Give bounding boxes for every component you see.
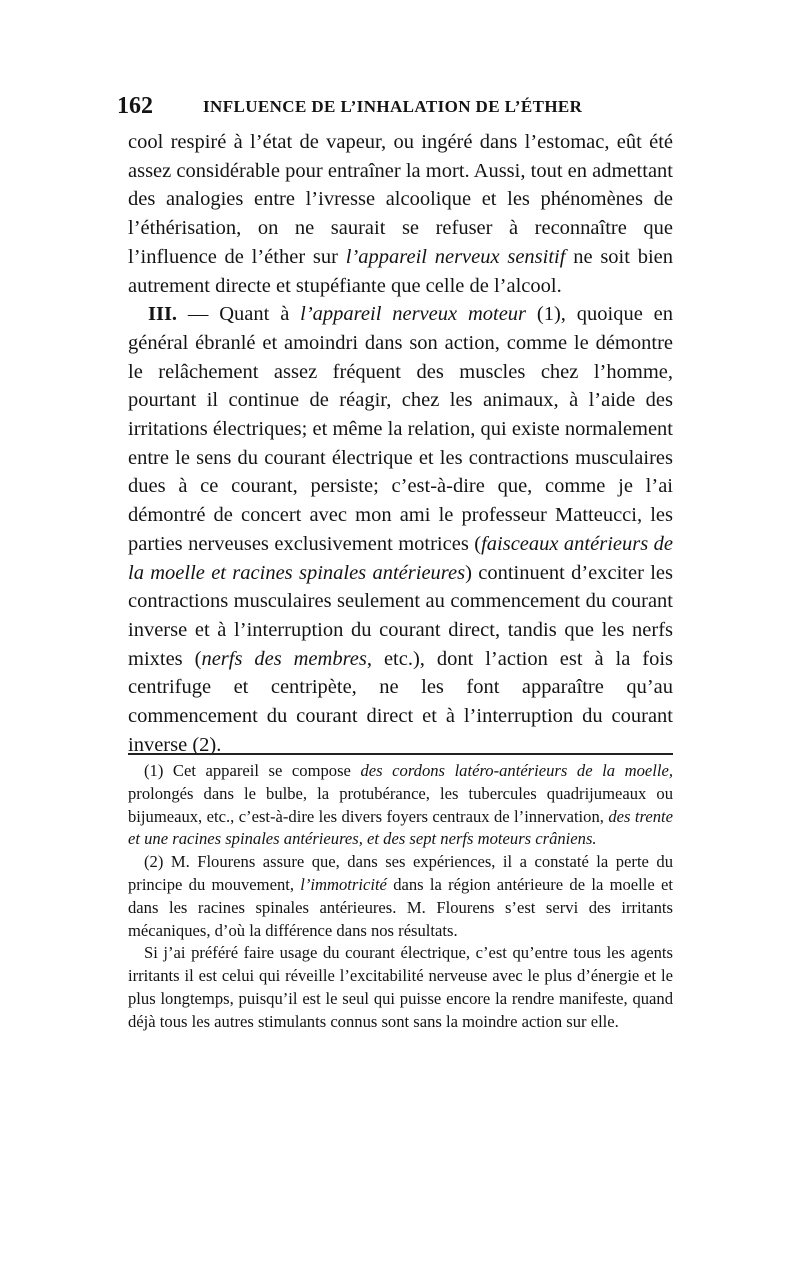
paragraph-continued <box>128 128 673 300</box>
italic-run: l’immotricité <box>300 874 387 894</box>
text-run: (1) Cet appareil se compose <box>144 761 361 780</box>
footnote-2 <box>128 851 673 942</box>
footnote-2-continued: Si j’ai préféré faire usage du courant électrique, c’est qu’entre tous les agents irritants il est celui qui réveille l’excitabilité nerveuse avec le plus d’énergie et le plus longtemps, puisqu’il est le seul qui puisse encore la rendre manifeste, quand déjà tous les autres stimulants connus sont sans la moindre action sur elle. <box>128 943 673 1031</box>
text-run: cool respiré à l’état de vapeur, ou ingéré dans l’estomac, eût été assez considérable pour entraîner la mort. Aussi, tout en admettant des analogies entre l’ivresse alcoolique et les phénomènes de l’éthérisation, on ne saurait se refuser à reconnaître que l’influence de l’éther sur <box>128 131 673 268</box>
text-run: ) continuent d’exciter les contractions musculaires seulement au commencement du courant inverse et à l’interruption du courant direct, tandis que les nerfs mixtes ( <box>128 561 673 670</box>
footnote-1 <box>128 760 673 851</box>
footnotes <box>128 760 673 1034</box>
italic-run: des trente et une racines spinales antérieures, et des sept nerfs moteurs crâniens. <box>128 806 673 849</box>
italic-run: nerfs des membres <box>201 647 367 670</box>
main-text <box>128 128 673 759</box>
text-run: (2) M. Flourens assure que, dans ses expériences, il a constaté la perte du principe du mouvement, <box>128 852 673 894</box>
text-run: ne soit bien autrement directe et stupéfiante que celle de l’alcool. <box>128 245 673 297</box>
paragraph-iii <box>128 300 673 759</box>
text-run: (1), quoique en général ébranlé et amoindri dans son action, comme le démontre le relâchement assez fréquent des muscles chez l’homme, pourtant il continue de réagir, chez les animaux, à l’aide des irritations électriques; et même la relation, qui existe normalement entre le sens du courant électrique et les contractions musculaires dues à ce courant, persiste; c’est-à-dire que, comme je l’ai démontré de concert avec mon ami le professeur Matteucci, les parties nerveuses exclusivement motrices ( <box>128 303 673 555</box>
italic-run: des cordons latéro-antérieurs de la moelle, <box>360 761 673 780</box>
running-title: INFLUENCE DE L’INHALATION DE L’ÉTHER <box>203 97 583 116</box>
page-header <box>117 93 673 121</box>
text-run: prolongés dans le bulbe, la protubérance, les tubercules quadrijumeaux ou bijumeaux, etc., c’est-à-dire les divers foyers centraux de l’innervation, <box>128 783 673 826</box>
italic-run: l’appareil nerveux moteur <box>300 303 527 326</box>
section-label: III. <box>148 303 178 326</box>
italic-run: l’appareil nerveux sensitif <box>345 245 566 268</box>
italic-run: faisceaux antérieurs de la moelle et racines spinales antérieures <box>128 532 674 584</box>
text-run: , etc.), dont l’action est à la fois centrifuge et centripète, ne les font apparaître qu’au commencement du courant direct et à l’interruption du courant inverse (2). <box>128 647 673 756</box>
footnote-divider <box>128 753 673 755</box>
text-run: — Quant à <box>177 303 301 326</box>
page-number: 162 <box>117 93 153 119</box>
text-run: dans la région antérieure de la moelle et dans les racines spinales antérieures. M. Flourens s’est servi des irritants mécaniques, d’où la différence dans nos résultats. <box>128 874 673 940</box>
